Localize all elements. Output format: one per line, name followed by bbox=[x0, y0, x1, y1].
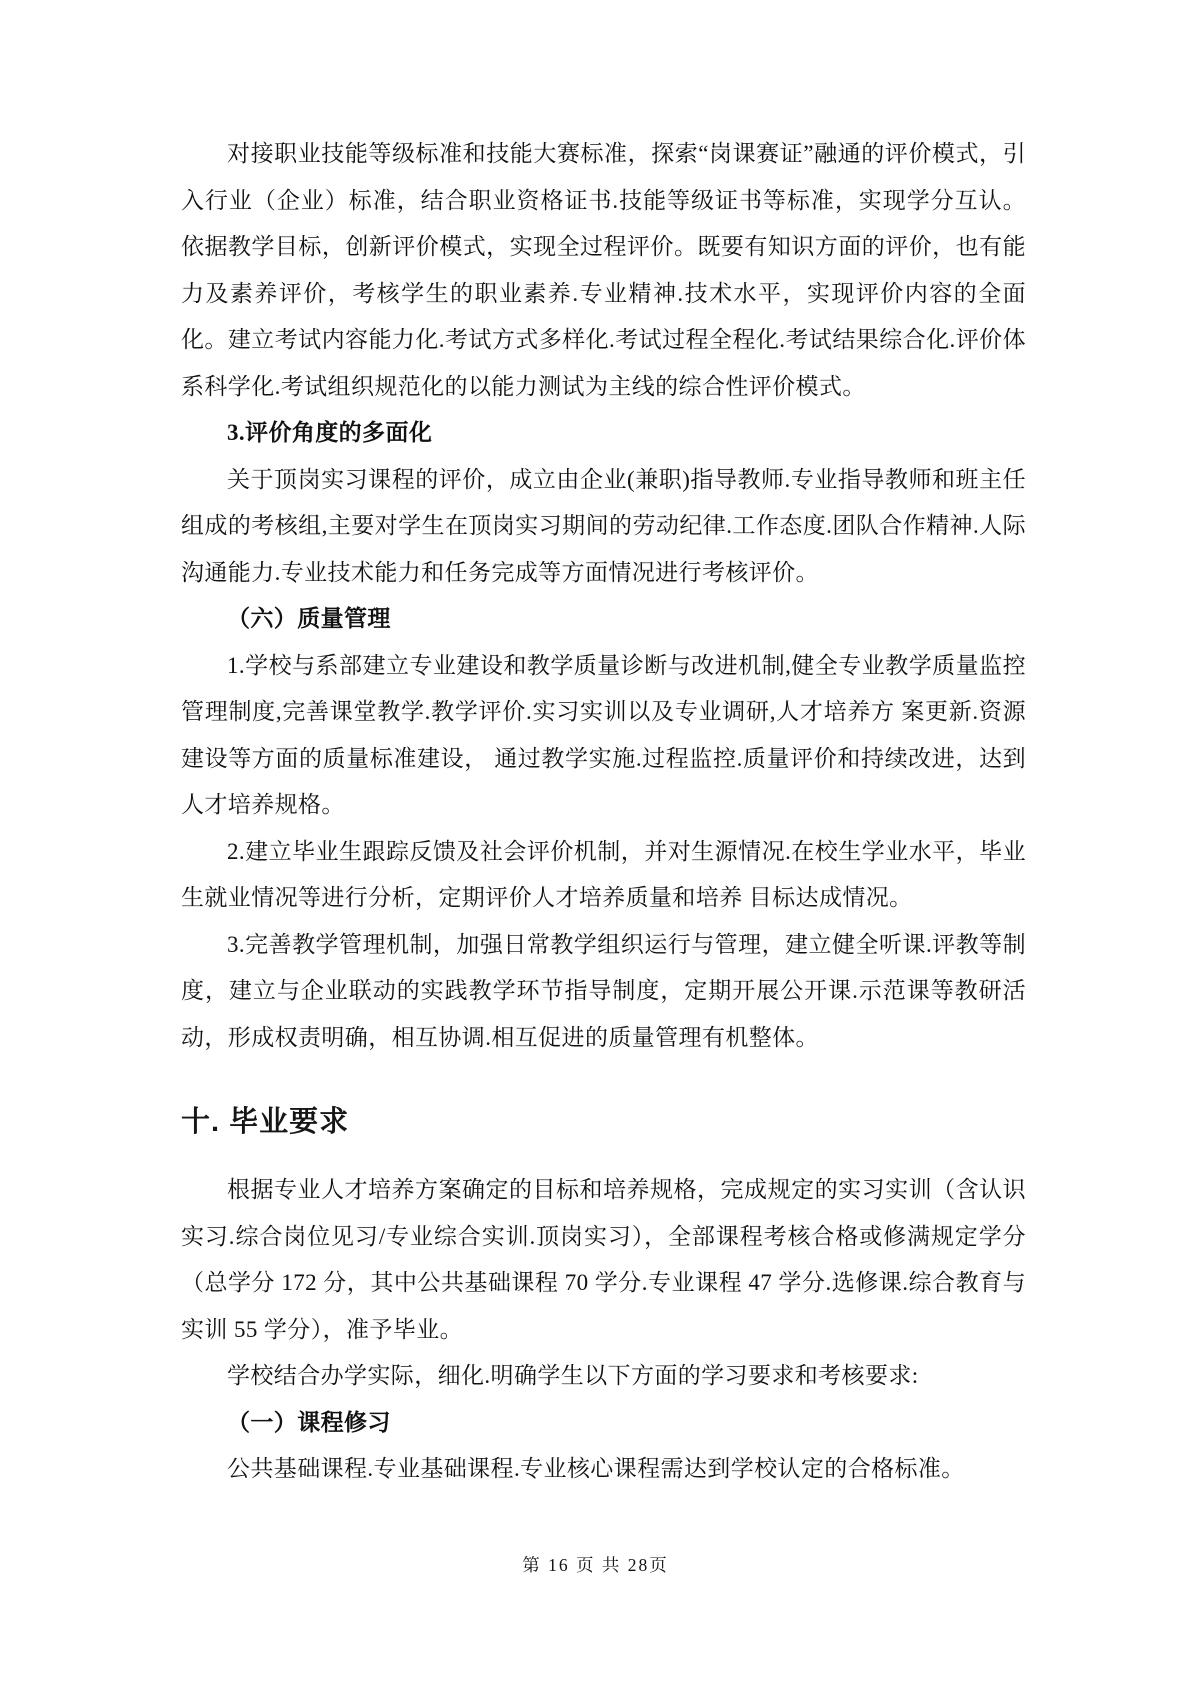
para-evaluation-mode: 对接职业技能等级标准和技能大赛标准，探索“岗课赛证”融通的评价模式，引入行业（企业）标准，结合职业资格证书.技能等级证书等标准，实现学分互认。依据教学目标，创新评价模式，实现全过程评价。既要有知识方面的评价，也有能力及素养评价，考核学生的职业素养.专业精神.技术水平，实现评价内容的全面化。建立考试内容能力化.考试方式多样化.考试过程全程化.考试结果综合化.评价体系科学化.考试组织规范化的以能力测试为主线的综合性评价模式。 bbox=[181, 141, 1026, 399]
page-number: 第 16 页 共 28页 bbox=[522, 1555, 669, 1575]
heading-quality-management: （六）质量管理 bbox=[227, 606, 391, 631]
para-quality-item-2: 2.建立毕业生跟踪反馈及社会评价机制，并对生源情况.在校生学业水平，毕业生就业情况等进行分析，定期评价人才培养质量和培养 目标达成情况。 bbox=[181, 838, 1026, 910]
para-quality-item-3: 3.完善教学管理机制，加强日常教学组织运行与管理，建立健全听课.评教等制度，建立与企业联动的实践教学环节指导制度，定期开展公开课.示范课等教研活动，形成权责明确，相互协调.相互促进的质量管理有机整体。 bbox=[181, 931, 1026, 1050]
para-course-standards: 公共基础课程.专业基础课程.专业核心课程需达到学校认定的合格标准。 bbox=[227, 1456, 965, 1481]
para-graduation-credits: 根据专业人才培养方案确定的目标和培养规格，完成规定的实习实训（含认识实习.综合岗位见习/专业综合实训.顶岗实习），全部课程考核合格或修满规定学分（总学分 172 分，其中公共基础课程 70 学分.专业课程 47 学分.选修课.综合教育与实训 55 学分），准予毕业。 bbox=[181, 1177, 1026, 1342]
heading-evaluation-angle: 3.评价角度的多面化 bbox=[227, 420, 433, 445]
para-school-requirements: 学校结合办学实际，细化.明确学生以下方面的学习要求和考核要求: bbox=[227, 1363, 919, 1388]
heading-course-study: （一）课程修习 bbox=[227, 1409, 391, 1435]
document-body bbox=[181, 131, 1026, 1493]
para-quality-item-1: 1.学校与系部建立专业建设和教学质量诊断与改进机制,健全专业教学质量监控管理制度,完善课堂教学.教学评价.实习实训以及专业调研,人才培养方 案更新.资源建设等方面的质量标准建设， 通过教学实施.过程监控.质量评价和持续改进，达到人才培养规格。 bbox=[181, 652, 1026, 817]
para-internship-evaluation: 关于顶岗实习课程的评价，成立由企业(兼职)指导教师.专业指导教师和班主任组成的考核组,主要对学生在顶岗实习期间的劳动纪律.工作态度.团队合作精神.人际沟通能力.专业技术能力和任务完成等方面情况进行考核评价。 bbox=[181, 466, 1026, 585]
heading-graduation-requirements: 十. 毕业要求 bbox=[181, 1106, 350, 1138]
